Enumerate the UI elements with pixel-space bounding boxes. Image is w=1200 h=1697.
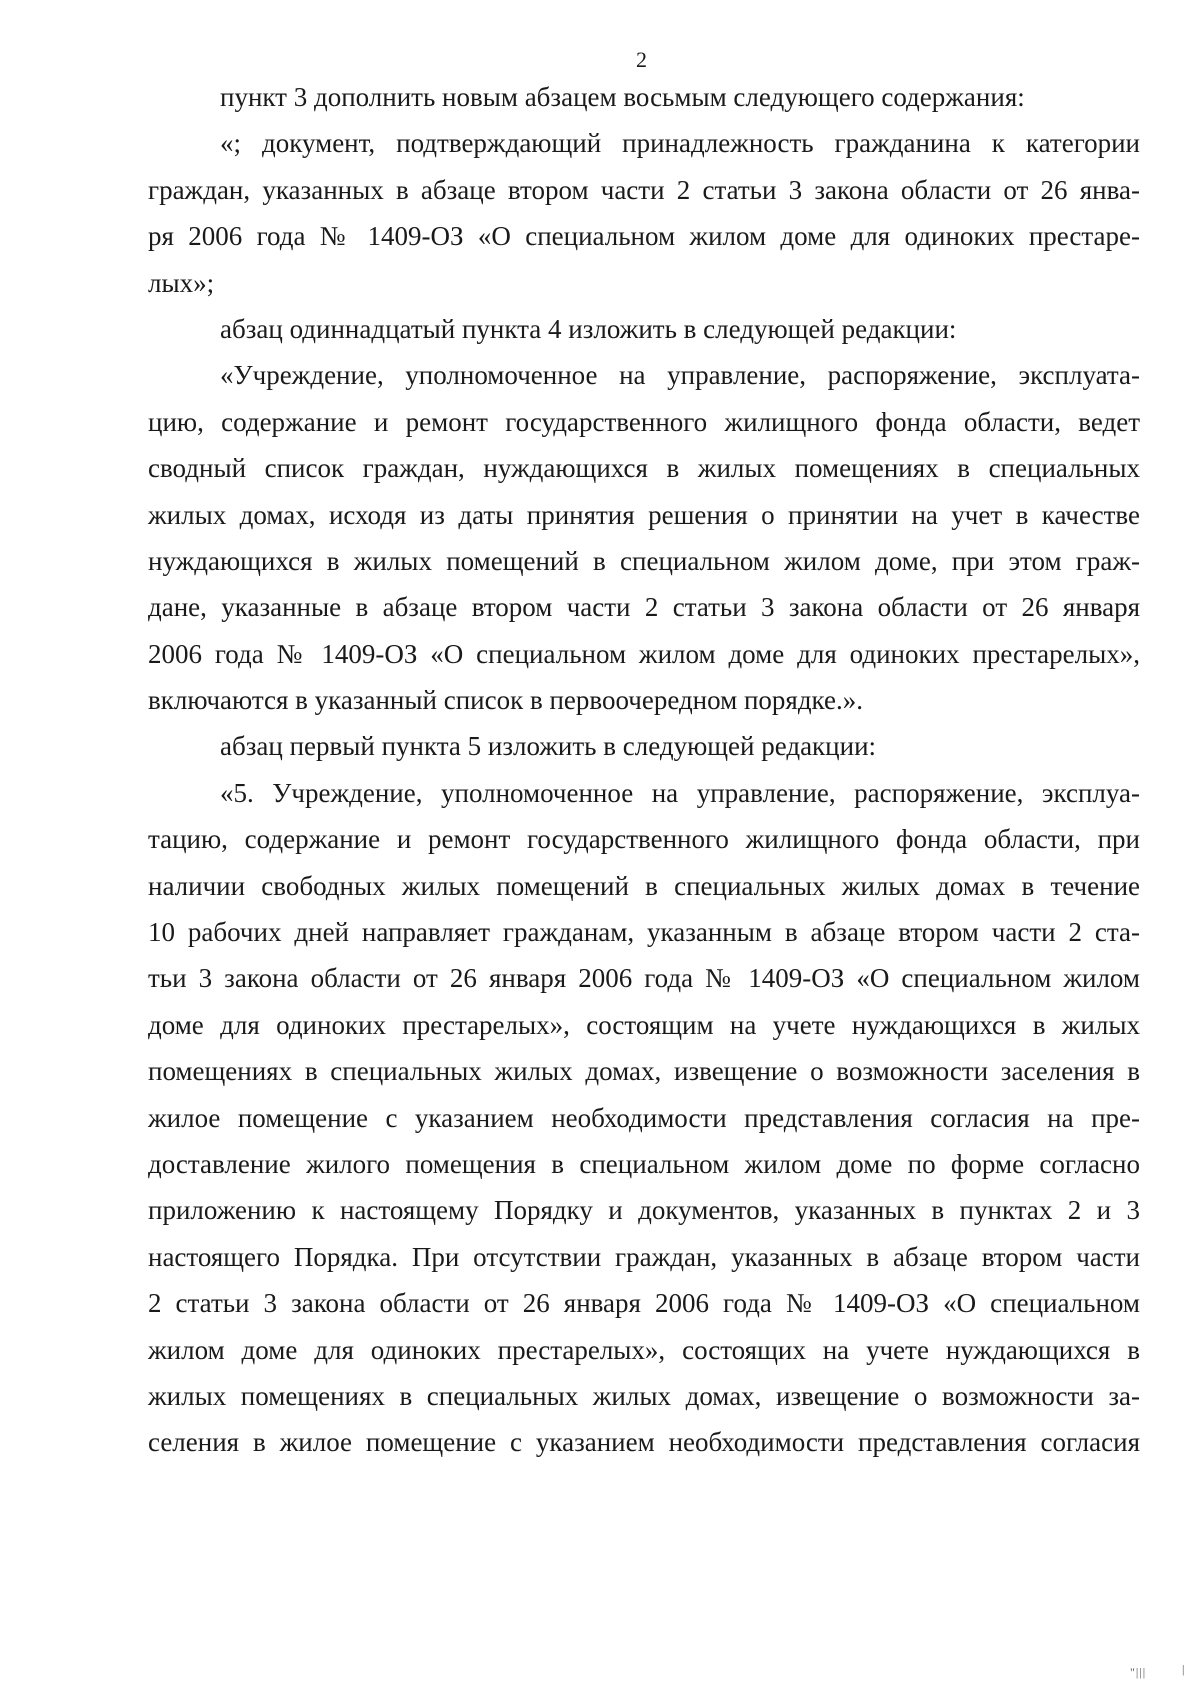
paragraph [148, 723, 1140, 769]
text-line: жилых домах, исходя из даты принятия решения о принятии на учет в качестве [148, 499, 1140, 530]
text-line: включаются в указанный список в первоочередном порядке.». [148, 685, 863, 716]
text-line: тьи 3 закона области от 26 января 2006 года № 1409-ОЗ «О специальном жилом [148, 963, 1140, 994]
page-number: 2 [636, 47, 647, 72]
text-line: доставление жилого помещения в специальном жилом доме по форме согласно [148, 1148, 1140, 1179]
paragraph [148, 770, 1140, 1466]
text-line: 2006 года № 1409-ОЗ «О специальном жилом доме для одиноких престарелых», [148, 638, 1140, 669]
text-line: дане, указанные в абзаце втором части 2 статьи 3 закона области от 26 января [148, 592, 1140, 623]
text-line: сводный список граждан, нуждающихся в жилых помещениях в специальных [148, 453, 1140, 484]
paragraph [148, 352, 1140, 723]
text-line: пункт 3 дополнить новым абзацем восьмым следующего содержания: [220, 82, 1025, 112]
text-line: жилом доме для одиноких престарелых», состоящих на учете нуждающихся в [148, 1334, 1140, 1365]
text-line: доме для одиноких престарелых», состоящим на учете нуждающихся в жилых [148, 1009, 1140, 1040]
text-line: 2 статьи 3 закона области от 26 января 2006 года № 1409-ОЗ «О специальном [148, 1288, 1140, 1319]
document-body [148, 74, 1140, 1466]
text-line: наличии свободных жилых помещений в специальных жилых домах в течение [148, 870, 1140, 901]
text-line: «; документ, подтверждающий принадлежность гражданина к категории [220, 128, 1140, 159]
text-line: тацию, содержание и ремонт государственного жилищного фонда области, при [148, 824, 1140, 855]
paragraph [148, 120, 1140, 306]
scan-artifact-mark: "||| [1130, 1665, 1147, 1679]
text-line: «Учреждение, уполномоченное на управление, распоряжение, эксплуата- [220, 360, 1140, 391]
paragraph [148, 306, 1140, 352]
text-line: селения в жилое помещение с указанием необходимости представления согласия [148, 1427, 1140, 1458]
text-line: нуждающихся в жилых помещений в специальном жилом доме, при этом граж- [148, 545, 1140, 576]
text-line: 10 рабочих дней направляет гражданам, указанным в абзаце втором части 2 ста- [148, 917, 1140, 948]
text-line: абзац первый пункта 5 изложить в следующей редакции: [220, 731, 877, 762]
text-line: помещениях в специальных жилых домах, извещение о возможности заселения в [148, 1056, 1140, 1087]
scan-artifact-mark-right: | [1182, 1662, 1185, 1676]
text-line: абзац одиннадцатый пункта 4 изложить в следующей редакции: [220, 313, 957, 344]
text-line: «5. Учреждение, уполномоченное на управление, распоряжение, эксплуа- [220, 777, 1140, 808]
text-line: настоящего Порядка. При отсутствии граждан, указанных в абзаце втором части [148, 1241, 1140, 1272]
text-line: жилое помещение с указанием необходимости представления согласия на пре- [148, 1102, 1140, 1133]
text-line: граждан, указанных в абзаце втором части 2 статьи 3 закона области от 26 янва- [148, 174, 1140, 205]
text-line: ря 2006 года № 1409-ОЗ «О специальном жилом доме для одиноких престаре- [148, 221, 1140, 252]
text-line: жилых помещениях в специальных жилых домах, извещение о возможности за- [148, 1380, 1140, 1411]
paragraph [148, 74, 1140, 120]
text-line: цию, содержание и ремонт государственного жилищного фонда области, ведет [148, 406, 1140, 437]
text-line: лых»; [148, 267, 215, 298]
text-line: приложению к настоящему Порядку и документов, указанных в пунктах 2 и 3 [148, 1195, 1140, 1226]
